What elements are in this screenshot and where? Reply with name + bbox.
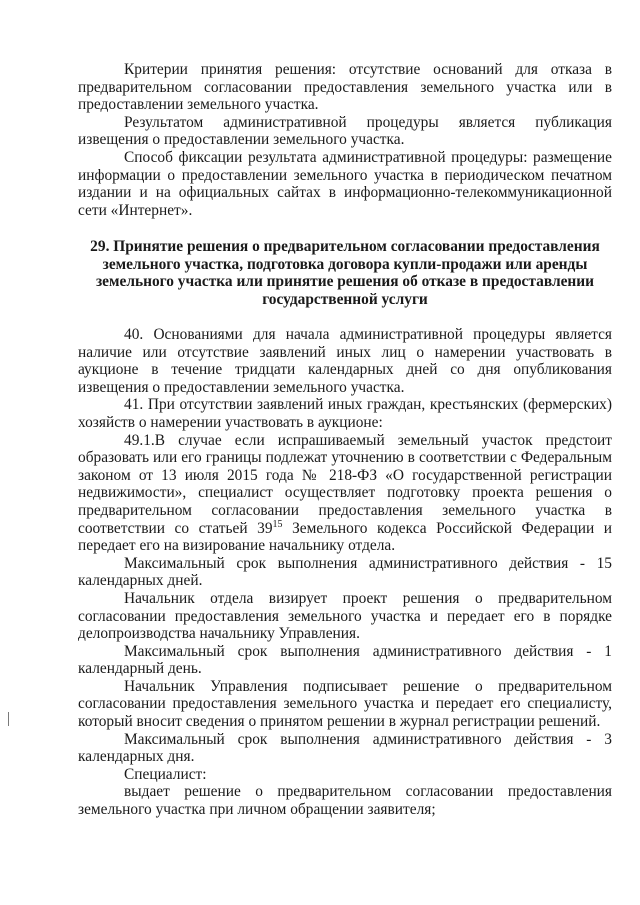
paragraph-chief-directorate: Начальник Управления подписывает решение о предварительном согласовании предоставления земельного участка и передает его специалисту, который вносит сведения о принятом решении в журнал регистрации решений.	[78, 677, 612, 731]
heading-number: 29.	[90, 238, 110, 255]
scan-margin-mark	[8, 712, 9, 726]
paragraph-max-term-2: Максимальный срок выполнения административного действия - 1 календарный день.	[78, 642, 612, 678]
paragraph-fixation: Способ фиксации результата административной процедуры: размещение информации о предоставлении земельного участка в периодическом печатном издании и на официальных сайтах в информационно-телекоммуникационной сети «Интернет».	[78, 148, 612, 219]
paragraph-max-term-3: Максимальный срок выполнения административного действия - 3 календарных дня.	[78, 730, 612, 766]
paragraph-40: 40. Основаниями для начала административной процедуры является наличие или отсутствие заявлений иных лиц о намерении участвовать в аукционе в течение тридцати календарных дней со дня опубликования извещения о предоставлении земельного участка.	[78, 326, 612, 396]
section-top	[78, 61, 612, 219]
paragraph-49-1	[78, 432, 612, 555]
paragraph-result: Результатом административной процедуры является публикация извещения о предоставлении земельного участка.	[78, 113, 612, 149]
paragraph-49-1-text: 49.1.В случае если испрашиваемый земельный участок предстоит образовать или его границы подлежат уточнению в соответствии с Федеральным законом от 13 июля 2015 года № 218-ФЗ «О государственной регистрации недвижимости», специалист осуществляет подготовку проекта решения о предварительном согласовании предоставления земельного участка в соответствии со статьей 39	[78, 431, 612, 537]
section-heading-29	[78, 238, 612, 308]
paragraph-criteria: Критерии принятия решения: отсутствие оснований для отказа в предварительном согласовании предоставления земельного участка или в предоставлении земельного участка.	[78, 61, 612, 114]
section-body	[78, 326, 612, 819]
heading-text: Принятие решения о предварительном согласовании предоставления земельного участка, подготовка договора купли-продажи или аренды земельного участка или принятие решения об отказе в предоставлении государственной услуги	[95, 238, 600, 308]
paragraph-specialist-item: выдает решение о предварительном согласовании предоставления земельного участка при личном обращении заявителя;	[78, 783, 612, 819]
paragraph-49-1-tail: Земельного кодекса Российской Федерации и передает его на визирование начальнику отдела.	[78, 519, 612, 555]
paragraph-max-term-1: Максимальный срок выполнения административного действия - 15 календарных дней.	[78, 554, 612, 590]
paragraph-specialist: Специалист:	[124, 765, 207, 783]
section-heading	[78, 238, 612, 308]
paragraph-41: 41. При отсутствии заявлений иных граждан, крестьянских (фермерских) хозяйств о намерении участвовать в аукционе:	[78, 396, 612, 431]
paragraph-chief-department: Начальник отдела визирует проект решения о предварительном согласовании предоставления земельного участка и передает его в порядке делопроизводства начальнику Управления.	[78, 589, 612, 643]
article-superscript: 15	[272, 518, 283, 530]
